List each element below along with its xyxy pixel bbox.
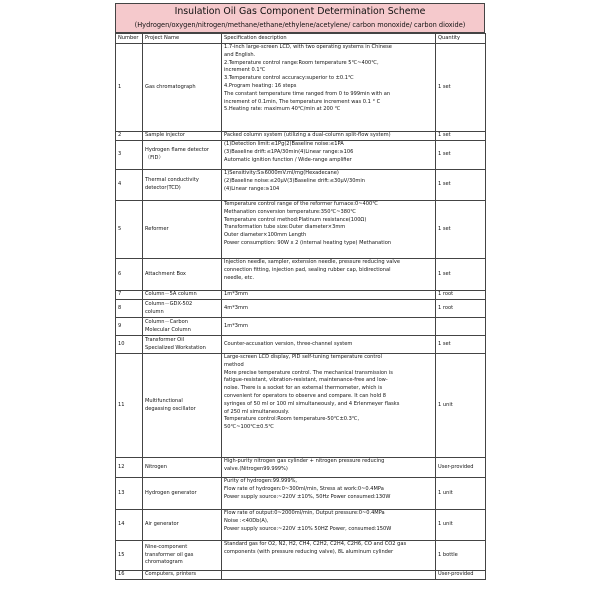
row-specification [222, 318, 436, 336]
project-name-line: Nitrogen [145, 463, 167, 470]
spec-line: High-purity nitrogen gas cylinder + nitrogen pressure reducing [224, 458, 385, 464]
spec-line: needle, etc. [224, 274, 255, 281]
document-subtitle: (Hydrogen/oxygen/nitrogen/methane/ethane/ethylene/acetylene/ carbon monoxide/ carbon dioxide) [134, 21, 466, 29]
spec-line: Methanation conversion temperature:350℃~380℃ [224, 208, 356, 215]
row-project-name [143, 259, 222, 291]
row-number: 16 [116, 571, 143, 580]
row-number: 11 [116, 354, 143, 458]
row-specification [222, 201, 436, 259]
project-name-line: Computers, printers [145, 571, 197, 578]
project-name-line: Sample injector [145, 132, 185, 139]
spec-line: syringes of 50 ml or 100 ml simultaneously, and 4 Erlenmeyer flasks [224, 400, 400, 407]
row-number: 7 [116, 291, 143, 300]
project-name-line: column [145, 308, 164, 315]
row-number: 1 [116, 44, 143, 132]
row-number: 10 [116, 336, 143, 354]
row-quantity: 1 unit [436, 478, 486, 510]
scheme-table [115, 33, 486, 580]
header-quantity: Quantity [436, 34, 486, 44]
row-specification [222, 170, 436, 201]
spec-line: More precise temperature control. The mechanical transmission is [224, 369, 393, 376]
row-project-name [143, 201, 222, 259]
table-row [116, 291, 486, 300]
project-name-line: Hydrogen flame detector [145, 147, 209, 154]
spec-line: Power supply source:~220V ±10% 50HZ Power, consumed:150W [224, 525, 392, 532]
row-number: 2 [116, 132, 143, 141]
project-name-line: Thermal conductivity [145, 177, 199, 184]
row-quantity: 1 set [436, 170, 486, 201]
project-name-line: （FID） [145, 155, 164, 161]
spec-line: Standard gas for O2, N2, H2, CH4, C2H2, C2H4, C2H6, CO and CO2 gas [224, 541, 407, 547]
row-specification [222, 259, 436, 291]
row-project-name [143, 336, 222, 354]
project-name-line: Multifunctional [145, 397, 183, 404]
row-quantity: 1 set [436, 44, 486, 132]
row-quantity: 1 unit [436, 354, 486, 458]
project-name-line: Specialized Workstation [145, 344, 206, 351]
spec-line: Transformation tube size:Outer diameter×3mm [224, 224, 346, 231]
spec-line: Temperature control range of the reformer furnace:0~400℃ [224, 201, 378, 207]
row-number: 4 [116, 170, 143, 201]
row-project-name [143, 300, 222, 318]
row-project-name [143, 478, 222, 510]
table-row [116, 354, 486, 458]
spec-line: Outer diameter×100mm Length [224, 232, 307, 239]
row-number: 8 [116, 300, 143, 318]
spec-line: 1)Sensitivity:S≥6000mV.ml/mg(Hexadecane) [224, 170, 339, 176]
row-project-name [143, 291, 222, 300]
project-name-line: chromatogram [145, 559, 183, 566]
row-specification [222, 571, 436, 580]
row-project-name [143, 541, 222, 571]
row-quantity: 1 bottle [436, 541, 486, 571]
spec-line: increment of 0.1min, The temperature increment was 0.1 ° C [224, 98, 381, 105]
project-name-line: Column－5A column [145, 291, 197, 298]
row-specification [222, 541, 436, 571]
project-name-line: detector(TCD) [145, 185, 181, 191]
spec-line: and English. [224, 51, 256, 58]
spec-line: Noise :<40Db(A), [224, 517, 269, 524]
table-header-row [116, 34, 486, 44]
spec-line: 2.Temperature control range:Room temperature 5℃~400℃, [224, 59, 379, 66]
table-body [116, 44, 486, 580]
row-quantity: 1 unit [436, 510, 486, 541]
table-row [116, 259, 486, 291]
row-specification [222, 336, 436, 354]
row-project-name [143, 458, 222, 478]
row-project-name [143, 132, 222, 141]
row-number: 9 [116, 318, 143, 336]
spec-line: 4.Program heating: 16 steps [224, 82, 297, 89]
row-specification [222, 291, 436, 300]
project-name-line: Molecular Column [145, 326, 191, 333]
spec-line: components (with pressure reducing valve), 8L aluminum cylinder [224, 548, 394, 555]
spec-line: of 250 ml simultaneously. [224, 408, 290, 415]
row-project-name [143, 141, 222, 170]
project-name-line: Attachment Box [145, 270, 186, 277]
project-name-line: degassing oscillator [145, 405, 196, 412]
row-number: 6 [116, 259, 143, 291]
table-row [116, 541, 486, 571]
header-specification: Specification description [222, 34, 436, 44]
table-row [116, 318, 486, 336]
spec-line: Power supply source:~220V ±10%, 50Hz Power consumed:130W [224, 493, 391, 500]
spec-line: 5.Heating rate: maximum 40℃/min at 200 ℃ [224, 106, 341, 113]
document-sheet [115, 3, 485, 580]
row-quantity: 1 set [436, 201, 486, 259]
spec-line: noise. There is a socket for an external thermometer, which is [224, 385, 383, 392]
project-name-line: Hydrogen generator [145, 489, 197, 496]
row-project-name [143, 510, 222, 541]
row-project-name [143, 44, 222, 132]
row-quantity: 1 set [436, 141, 486, 170]
row-specification [222, 44, 436, 132]
spec-line: Temperature control:Room temperature-50℃±0.3℃, [224, 416, 360, 423]
row-quantity: 1 set [436, 132, 486, 141]
project-name-line: Column－GDX-502 [145, 300, 193, 307]
spec-line: (1)Detection limit:≤1Pg(2)Baseline noise:≤1PA [224, 141, 344, 147]
spec-line: increment 0.1℃ [224, 67, 266, 74]
row-quantity: 1 set [436, 336, 486, 354]
table-row [116, 571, 486, 580]
document-title: Insulation Oil Gas Component Determination Scheme [174, 6, 426, 17]
header-number: Number [116, 34, 143, 44]
spec-line: Temperature control method:Platinum resistance(100Ω) [224, 216, 367, 223]
spec-line: 1m*3mm [224, 322, 248, 329]
row-quantity: 1 root [436, 300, 486, 318]
row-specification [222, 478, 436, 510]
row-quantity: 1 root [436, 291, 486, 300]
spec-line: (3)Baseline drift:≤1PA/30min(4)Linear range:≥106 [224, 148, 354, 155]
spec-line: (4)Linear range:≥104 [224, 185, 280, 192]
row-number: 5 [116, 201, 143, 259]
row-specification [222, 354, 436, 458]
project-name-line: Air generator [145, 521, 179, 528]
spec-line: 1.7-inch large-screen LCD, with two operating systems in Chinese [224, 44, 392, 50]
row-specification [222, 141, 436, 170]
row-number: 15 [116, 541, 143, 571]
spec-line: Automatic ignition function / Wide-range amplifier [224, 156, 352, 163]
spec-line: 4m*3mm [224, 304, 248, 311]
row-quantity: 1 set [436, 259, 486, 291]
table-row [116, 478, 486, 510]
spec-line: 1m*3mm [224, 291, 248, 298]
row-specification [222, 510, 436, 541]
table-row [116, 132, 486, 141]
row-quantity: User-provided [436, 458, 486, 478]
table-row [116, 300, 486, 318]
row-specification [222, 132, 436, 141]
spec-line: Packed column system (utilizing a dual-column split-flow system) [224, 132, 391, 139]
row-number: 14 [116, 510, 143, 541]
row-project-name [143, 170, 222, 201]
row-project-name [143, 571, 222, 580]
spec-line: convenient for operators to observe and compare. It can hold 8 [224, 392, 386, 399]
project-name-line: Column－Carbon [145, 318, 188, 325]
table-row [116, 201, 486, 259]
table-row [116, 336, 486, 354]
spec-line: (2)Baseline noise:≤20μV(3)Baseline drift:≤30μV/30min [224, 177, 366, 184]
row-specification [222, 300, 436, 318]
title-banner [115, 3, 485, 33]
spec-line: fatigue-resistant, vibration-resistant, maintenance-free and low- [224, 377, 388, 384]
spec-line: Large-screen LCD display, PID self-tuning temperature control [224, 354, 382, 360]
project-name-line: Transformer Oil [145, 336, 185, 343]
spec-line: Purity of hydrogen:99.999%, [224, 478, 298, 484]
table-row [116, 141, 486, 170]
spec-line: valve.(Nitrogen99.999%) [224, 465, 288, 472]
spec-line: Injection needle, sampler, extension needle, pressure reducing valve [224, 259, 400, 265]
spec-line: Flow rate of hydrogen:0~300ml/min, Stress at work:0~0.4MPa [224, 485, 384, 492]
table-row [116, 458, 486, 478]
spec-line: 3.Temperature control accuracy:superior to ±0.1℃ [224, 75, 354, 82]
project-name-line: Gas chromatograph [145, 83, 196, 90]
row-project-name [143, 318, 222, 336]
project-name-line: Nine-component [145, 543, 188, 550]
spec-line: Power consumption: 90W x 2 (internal heating type) Methanation [224, 239, 392, 246]
spec-line: Counter-accusation version, three-channel system [224, 340, 353, 347]
spec-line: method [224, 361, 244, 368]
spec-line: Flow rate of output:0~2000ml/min, Output pressure:0~0.4MPa [224, 510, 385, 516]
table-row [116, 44, 486, 132]
row-project-name [143, 354, 222, 458]
spec-line: connection fitting, injection pad, sealing rubber cap, bidirectional [224, 266, 391, 273]
spec-line: The constant temperature time ranged from 0 to 999min with an [224, 90, 391, 97]
row-quantity [436, 318, 486, 336]
row-number: 12 [116, 458, 143, 478]
header-project-name: Project Name [143, 34, 222, 44]
row-quantity: User-provided [436, 571, 486, 580]
row-number: 3 [116, 141, 143, 170]
project-name-line: Reformer [145, 225, 169, 232]
table-row [116, 510, 486, 541]
project-name-line: transformer oil gas [145, 551, 194, 558]
spec-line: 50℃~100℃±0.5℃ [224, 424, 275, 431]
table-row [116, 170, 486, 201]
row-number: 13 [116, 478, 143, 510]
row-specification [222, 458, 436, 478]
